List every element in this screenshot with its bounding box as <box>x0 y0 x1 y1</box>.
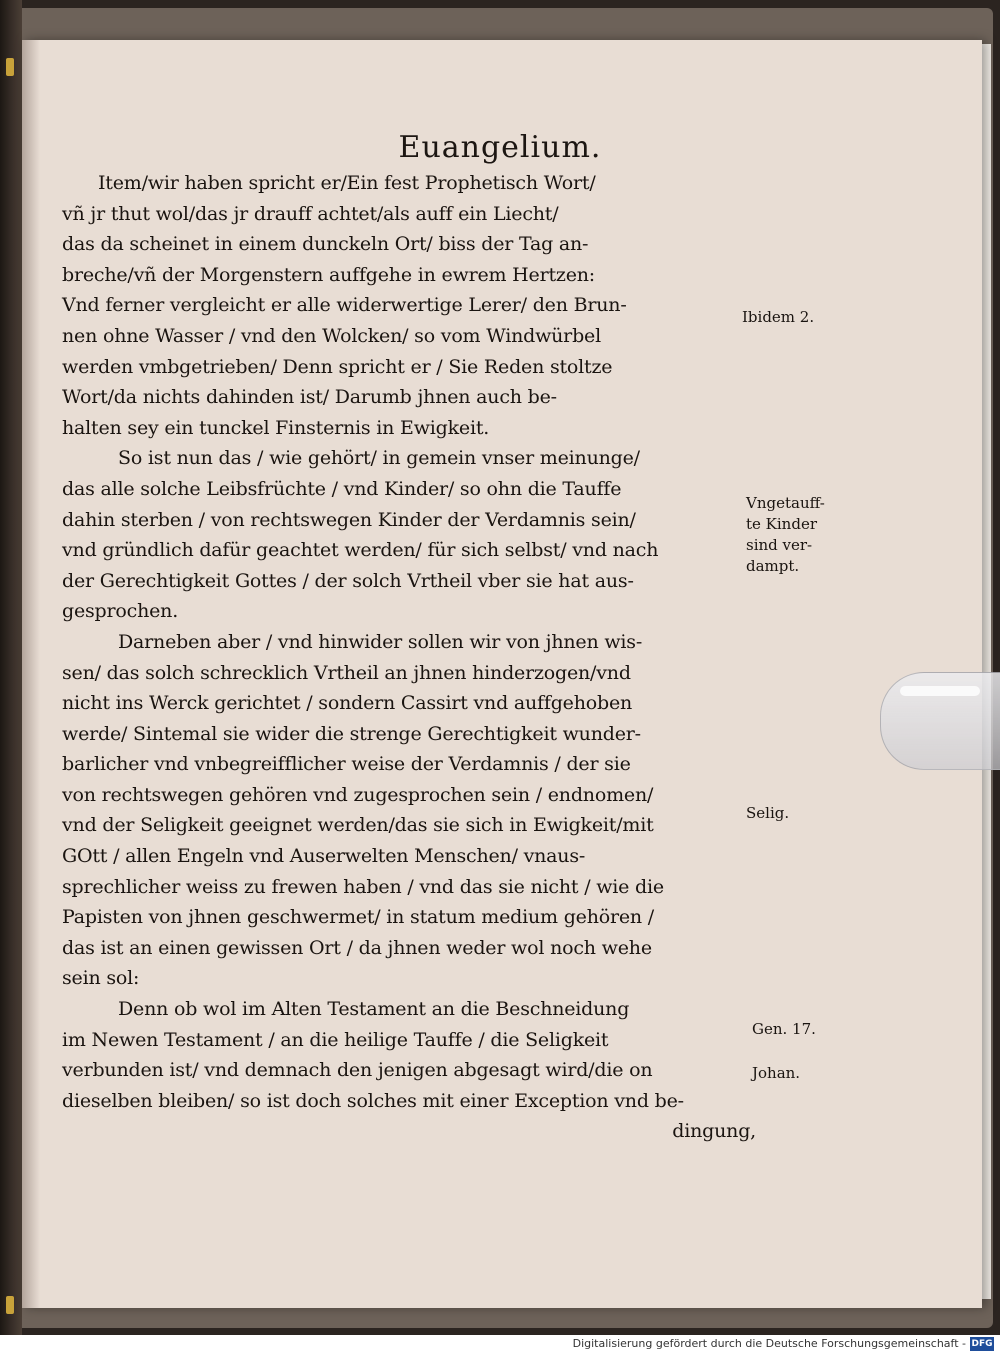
text-line: Darneben aber / vnd hinwider sollen wir von jhnen wis- <box>118 630 643 653</box>
text-line: vnd der Seligkeit geeignet werden/das sie sich in Ewigkeit/mit <box>62 814 654 837</box>
margin-note-ungetaufft: dampt. <box>746 557 800 575</box>
text-line: das da scheinet in einem dunckeln Ort/ biss der Tag an- <box>62 233 589 256</box>
text-line: werde/ Sintemal sie wider die strenge Gerechtigkeit wunder- <box>62 722 641 745</box>
text-line: verbunden ist/ vnd demnach den jenigen abgesagt wird/die on <box>62 1059 653 1082</box>
text-line: werden vmbgetrieben/ Denn spricht er / Sie Reden stoltze <box>62 355 613 378</box>
text-line: GOtt / allen Engeln vnd Auserwelten Menschen/ vnaus- <box>62 845 586 868</box>
page-gutter-shadow <box>22 40 40 1308</box>
page-heading: Euangelium. <box>398 130 602 165</box>
margin-note-ungetaufft: sind ver- <box>746 536 813 554</box>
margin-note-ungetaufft: te Kinder <box>746 515 817 533</box>
text-line: der Gerechtigkeit Gottes / der solch Vrtheil vber sie hat aus- <box>62 569 634 592</box>
text-line: breche/vñ der Morgenstern auffgehe in ewrem Hertzen: <box>62 263 595 286</box>
text-line: Item/wir haben spricht er/Ein fest Prophetisch Wort/ <box>98 172 596 194</box>
text-line: Denn ob wol im Alten Testament an die Beschneidung <box>118 998 630 1021</box>
binding-stitch <box>6 58 14 76</box>
text-line: Vnd ferner vergleicht er alle widerwertige Lerer/ den Brun- <box>62 294 627 317</box>
text-line: barlicher vnd vnbegreifflicher weise der Verdamnis / der sie <box>62 753 631 776</box>
margin-note-genesis: Gen. 17. <box>752 1020 816 1038</box>
text-line: Wort/da nichts dahinden ist/ Darumb jhnen auch be- <box>62 386 557 409</box>
text-line: nicht ins Werck gerichtet / sondern Cassirt vnd auffgehoben <box>62 692 633 715</box>
text-line: nen ohne Wasser / vnd den Wolcken/ so vom Windwürbel <box>62 324 601 347</box>
text-line: sen/ das solch schrecklich Vrtheil an jhnen hinderzogen/vnd <box>62 661 631 684</box>
margin-note-selig: Selig. <box>746 804 790 822</box>
text-line: das alle solche Leibsfrüchte / vnd Kinder/ so ohn die Tauffe <box>62 477 622 500</box>
book-binding <box>0 0 22 1335</box>
margin-note-ibidem: Ibidem 2. <box>742 308 815 326</box>
margin-note-johannes: Johan. <box>752 1064 801 1082</box>
main-text-block <box>62 168 762 1147</box>
text-line: dahin sterben / von rechtswegen Kinder der Verdamnis sein/ <box>62 508 636 531</box>
text-line: das ist an einen gewissen Ort / da jhnen weder wol noch wehe <box>62 936 652 959</box>
text-line: im Newen Testament / an die heilige Tauffe / die Seligkeit <box>62 1028 609 1051</box>
text-line: halten sey ein tunckel Finsternis in Ewigkeit. <box>62 416 490 439</box>
text-line: vnd gründlich dafür geachtet werden/ für sich selbst/ vnd nach <box>62 539 659 562</box>
text-line: sein sol: <box>62 967 140 990</box>
text-line: vñ jr thut wol/das jr drauff achtet/als auff ein Liecht/ <box>62 202 559 225</box>
margin-note-ungetaufft: Vngetauff- <box>746 494 825 512</box>
text-line: von rechtswegen gehören vnd zugesprochen sein / endnomen/ <box>62 783 654 806</box>
binding-stitch <box>6 1296 14 1314</box>
text-line: Papisten von jhnen geschwermet/ in statum medium gehören / <box>62 906 654 929</box>
text-line: gesprochen. <box>62 600 179 623</box>
catchword: dingung, <box>672 1120 756 1143</box>
text-line: sprechlicher weiss zu frewen haben / vnd das sie nicht / wie die <box>62 875 664 898</box>
page-clip-highlight <box>900 686 980 696</box>
text-line: dieselben bleiben/ so ist doch solches mit einer Exception vnd be- <box>62 1089 684 1112</box>
footer-credit: Digitalisierung gefördert durch die Deutsche Forschungsgemeinschaft - <box>572 1337 966 1350</box>
dfg-logo: DFG <box>971 1339 993 1349</box>
text-line: So ist nun das / wie gehört/ in gemein vnser meinunge/ <box>118 447 640 470</box>
